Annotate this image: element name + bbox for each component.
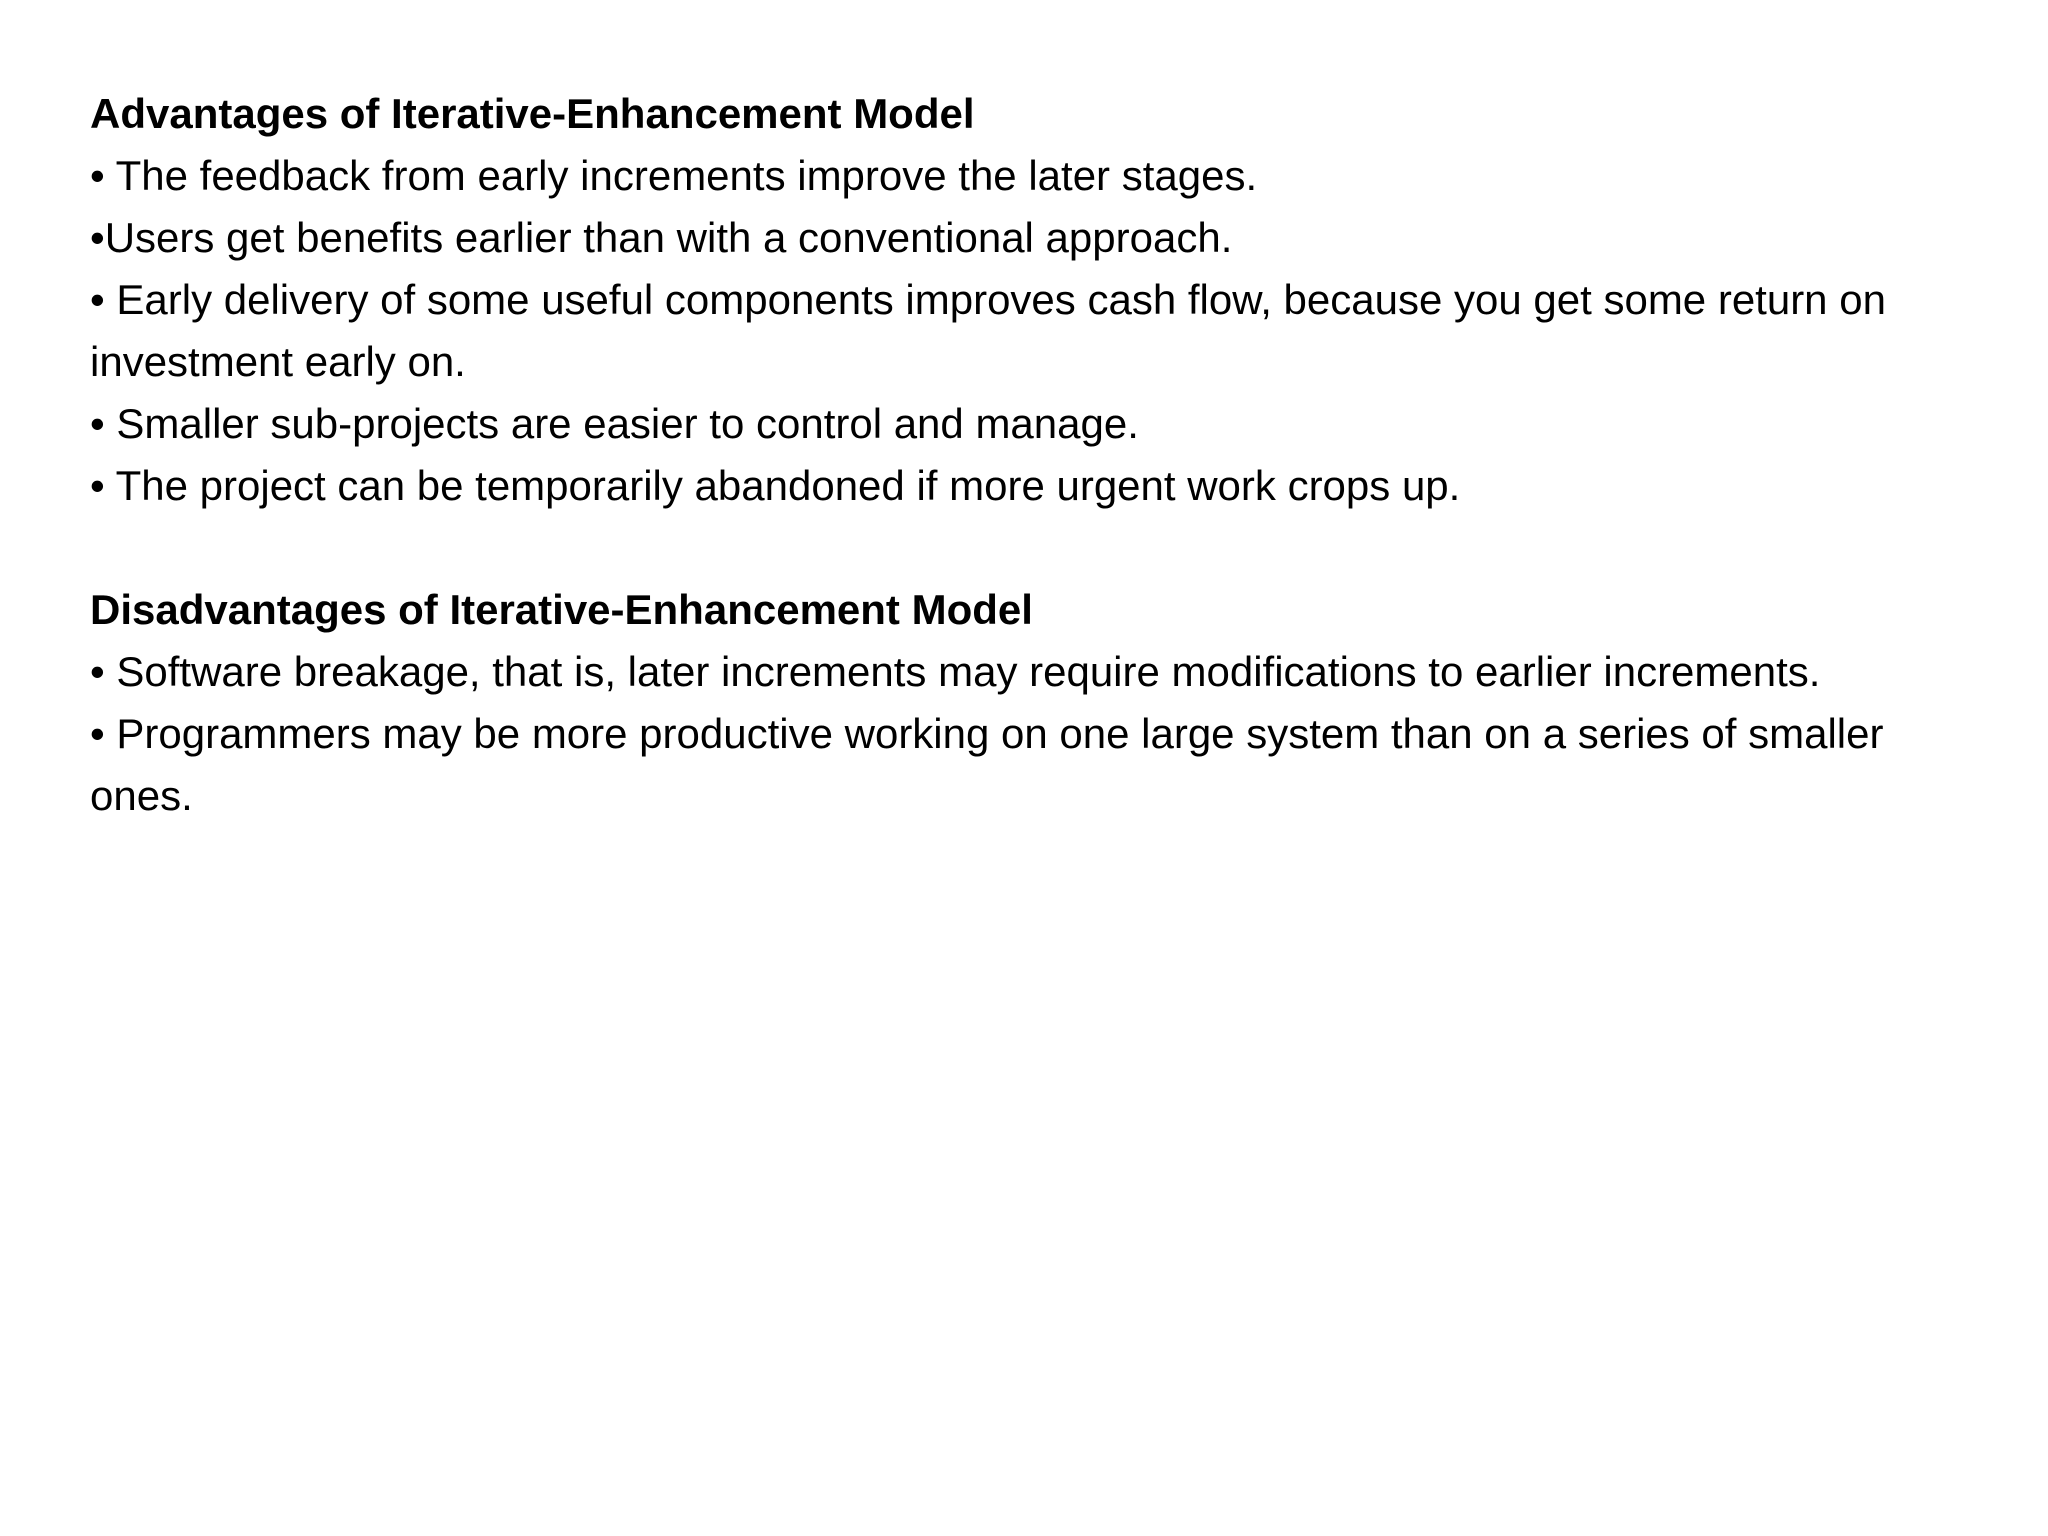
disadvantages-section [90, 579, 1990, 827]
slide-content [90, 83, 1990, 827]
advantage-item: • The project can be temporarily abandoned if more urgent work crops up. [90, 462, 1461, 509]
advantages-section [90, 83, 1990, 517]
disadvantage-item: • Programmers may be more productive working on one large system than on a series of smaller ones. [90, 710, 1884, 819]
advantages-title: Advantages of Iterative-Enhancement Model [90, 90, 975, 137]
section-spacer [90, 517, 1990, 579]
advantage-item: • Smaller sub-projects are easier to control and manage. [90, 400, 1139, 447]
advantage-item: •Users get benefits earlier than with a conventional approach. [90, 214, 1233, 261]
advantage-item: • Early delivery of some useful components improves cash flow, because you get some return on investment early on. [90, 276, 1886, 385]
disadvantage-item: • Software breakage, that is, later increments may require modifications to earlier increments. [90, 648, 1821, 695]
disadvantages-title: Disadvantages of Iterative-Enhancement Model [90, 586, 1033, 633]
advantage-item: • The feedback from early increments improve the later stages. [90, 152, 1258, 199]
